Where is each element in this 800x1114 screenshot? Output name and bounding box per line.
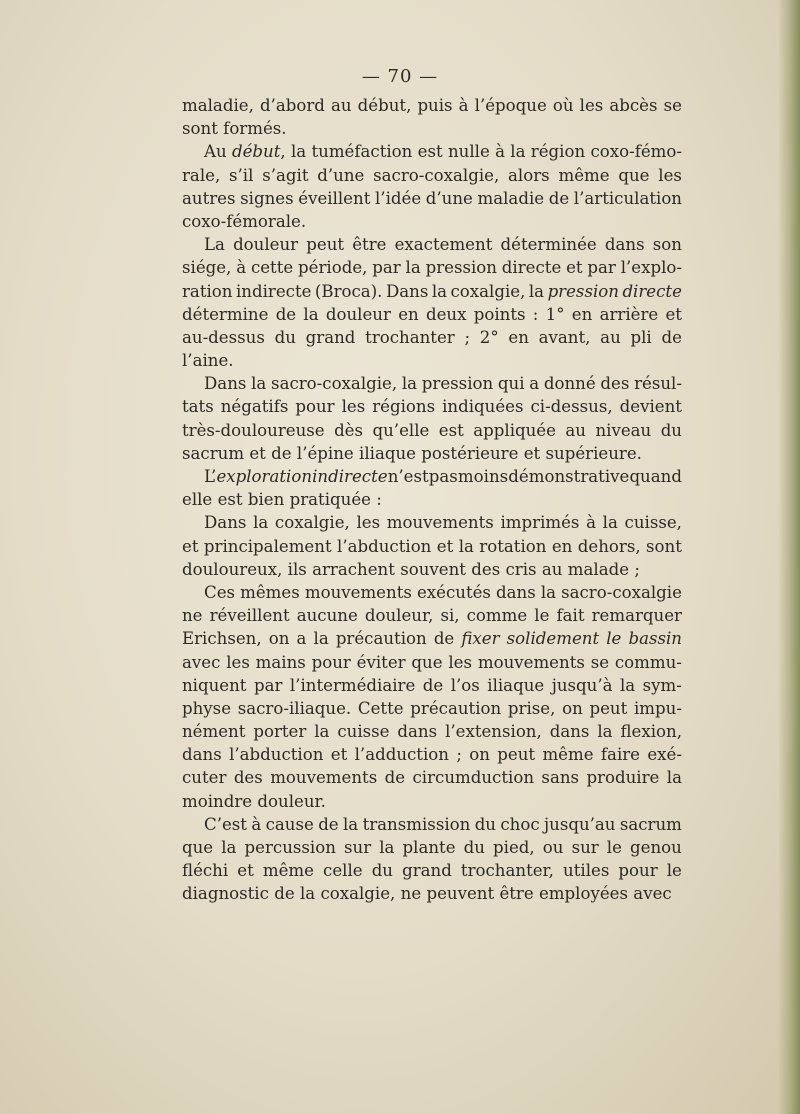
text-line: maladie, d’abord au début, puis à l’époque où les abcès se <box>182 96 682 115</box>
text-line: physe sacro-iliaque. Cette précaution prise, on peut impu- <box>182 698 682 718</box>
body-text <box>182 94 682 906</box>
text-line: moindre douleur. <box>182 791 326 811</box>
text-line: Dans la sacro-coxalgie, la pression qui a donné des résul- <box>204 374 682 394</box>
text-line: La douleur peut être exactement déterminée dans son <box>204 235 682 255</box>
text-line: sont formés. <box>182 119 287 139</box>
text-line: cuter des mouvements de circumduction sans produire la <box>182 768 682 788</box>
text-line: niquent par l’intermédiaire de l’os iliaque jusqu’à la sym- <box>182 675 682 695</box>
text-line: que la percussion sur la plante du pied, ou sur le genou <box>182 838 682 857</box>
text-line: et principalement l’abduction et la rotation en dehors, sont <box>182 536 682 556</box>
text-line: fléchi et même celle du grand trochanter, utiles pour le <box>182 861 682 881</box>
text-line: Dans la coxalgie, les mouvements imprimés à la cuisse, <box>204 513 682 533</box>
text-line: elle est bien pratiquée : <box>182 490 382 510</box>
text-line: douloureux, ils arrachent souvent des cris au malade ; <box>182 559 640 579</box>
text-line: détermine de la douleur en deux points : 1° en arrière et <box>182 304 682 324</box>
text-line: au-dessus du grand trochanter ; 2° en avant, au pli de <box>182 327 682 347</box>
text-line: avec les mains pour éviter que les mouvements se commu- <box>182 652 682 672</box>
text-line: dans l’abduction et l’adduction ; on peut même faire exé- <box>182 745 682 765</box>
text-line: C’est à cause de la transmission du choc jusqu’au sacrum <box>204 814 682 834</box>
text-line: Au début, la tuméfaction est nulle à la région coxo-fémo- <box>204 142 682 162</box>
text-line: coxo-fémorale. <box>182 211 307 231</box>
text-line: L’ exploration indirecte n’est pas moins démonstrative quand <box>204 467 682 486</box>
text-line: rale, s’il s’agit d’une sacro-coxalgie, alors même que les <box>182 165 682 185</box>
page-edge-shadow <box>778 0 800 1114</box>
text-line: l’aine. <box>182 351 234 371</box>
text-line: tats négatifs pour les régions indiquées ci-dessus, devient <box>182 397 682 417</box>
text-line: siége, à cette période, par la pression directe et par l’explo- <box>182 258 682 278</box>
text-line: ration indirecte (Broca). Dans la coxalgie, la pression directe <box>182 281 682 301</box>
text-line: autres signes éveillent l’idée d’une maladie de l’articulation <box>182 188 682 208</box>
text-line: ne réveillent aucune douleur, si, comme le fait remarquer <box>182 606 682 626</box>
text-line: Ces mêmes mouvements exécutés dans la sacro-coxalgie <box>204 582 682 602</box>
text-line: Erichsen, on a la précaution de fixer solidement le bassin <box>182 629 682 649</box>
text-line: diagnostic de la coxalgie, ne peuvent être employées avec <box>182 884 672 904</box>
page-number: — 70 — <box>361 66 439 87</box>
text-line: très-douloureuse dès qu’elle est appliquée au niveau du <box>182 420 682 440</box>
text-line: nément porter la cuisse dans l’extension, dans la flexion, <box>182 722 682 742</box>
text-line: sacrum et de l’épine iliaque postérieure et supérieure. <box>182 443 642 463</box>
